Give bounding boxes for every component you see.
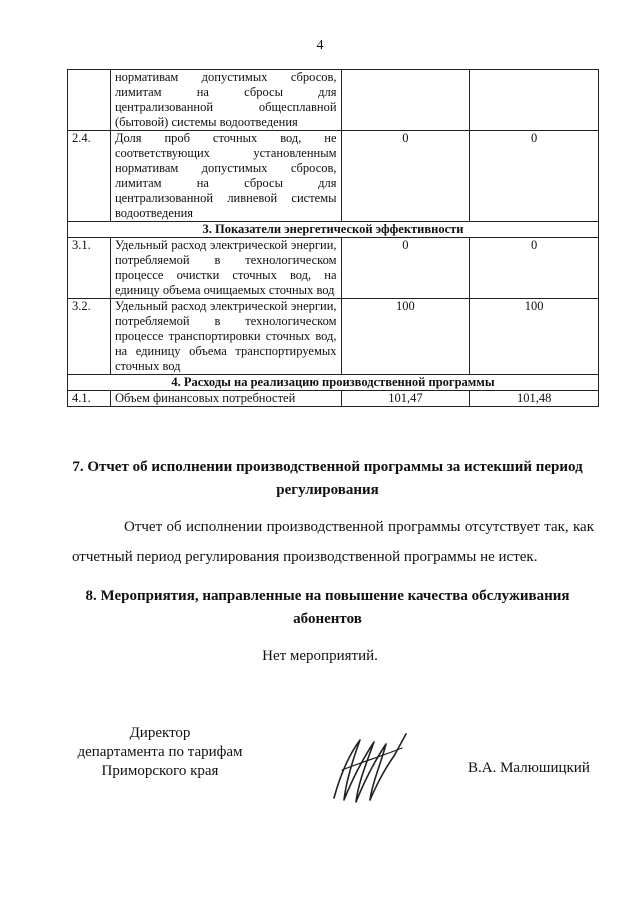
row-value-1 [341,70,470,131]
signatory-title [70,724,250,781]
section-8-text: Нет мероприятий. [262,648,378,664]
row-description: нормативам допустимых сбросов, лимитам на сбросы для централизованной общесплавной (бытовой) системы водоотведения [110,70,341,131]
row-value-1: 0 [341,238,470,299]
row-value-2: 0 [470,238,599,299]
row-number: 3.2. [68,299,111,375]
row-number [68,70,111,131]
section-3-title: 3. Показатели энергетической эффективности [68,222,599,238]
table-row [68,70,599,131]
row-description: Объем финансовых потребностей [110,391,341,407]
row-description: Удельный расход электрической энергии, потребляемой в технологическом процессе транспортировки сточных вод, на единицу объема транспортируемых сточных вод [110,299,341,375]
production-program-table [67,69,599,407]
table-row [68,391,599,407]
row-description: Доля проб сточных вод, не соответствующих установленным нормативам допустимых сбросов, лимитам на сбросы для централизованной ливневой системы водоотведения [110,131,341,222]
row-value-1: 100 [341,299,470,375]
signatory-title-line-2: департамента по тарифам [77,744,243,760]
row-number: 2.4. [68,131,111,222]
section-7-text: Отчет об исполнении производственной программы отсутствует так, как отчетный период регулирования производственной программы не истек. [72,519,594,565]
row-value-2: 100 [470,299,599,375]
row-number: 4.1. [68,391,111,407]
section-4-title: 4. Расходы на реализацию производственной программы [68,375,599,391]
section-header-row [68,222,599,238]
table-row [68,238,599,299]
signatory-name: В.А. Малюшицкий [468,760,590,776]
row-value-2: 101,48 [470,391,599,407]
row-value-2: 0 [470,131,599,222]
row-number: 3.1. [68,238,111,299]
row-value-1: 101,47 [341,391,470,407]
table-row [68,131,599,222]
signatory-title-line-3: Приморского края [101,763,219,779]
section-7-heading: 7. Отчет об исполнении производственной программы за истекший период регулирования [72,459,583,498]
table-row [68,299,599,375]
page-number: 4 [316,38,324,53]
signatory-title-line-1: Директор [129,725,191,741]
section-8-heading: 8. Мероприятия, направленные на повышение качества обслуживания абонентов [85,588,570,627]
row-value-1: 0 [341,131,470,222]
row-description: Удельный расход электрической энергии, потребляемой в технологическом процессе очистки сточных вод, на единицу объема очищаемых сточных вод [110,238,341,299]
row-value-2 [470,70,599,131]
section-header-row [68,375,599,391]
handwritten-signature [322,726,412,806]
